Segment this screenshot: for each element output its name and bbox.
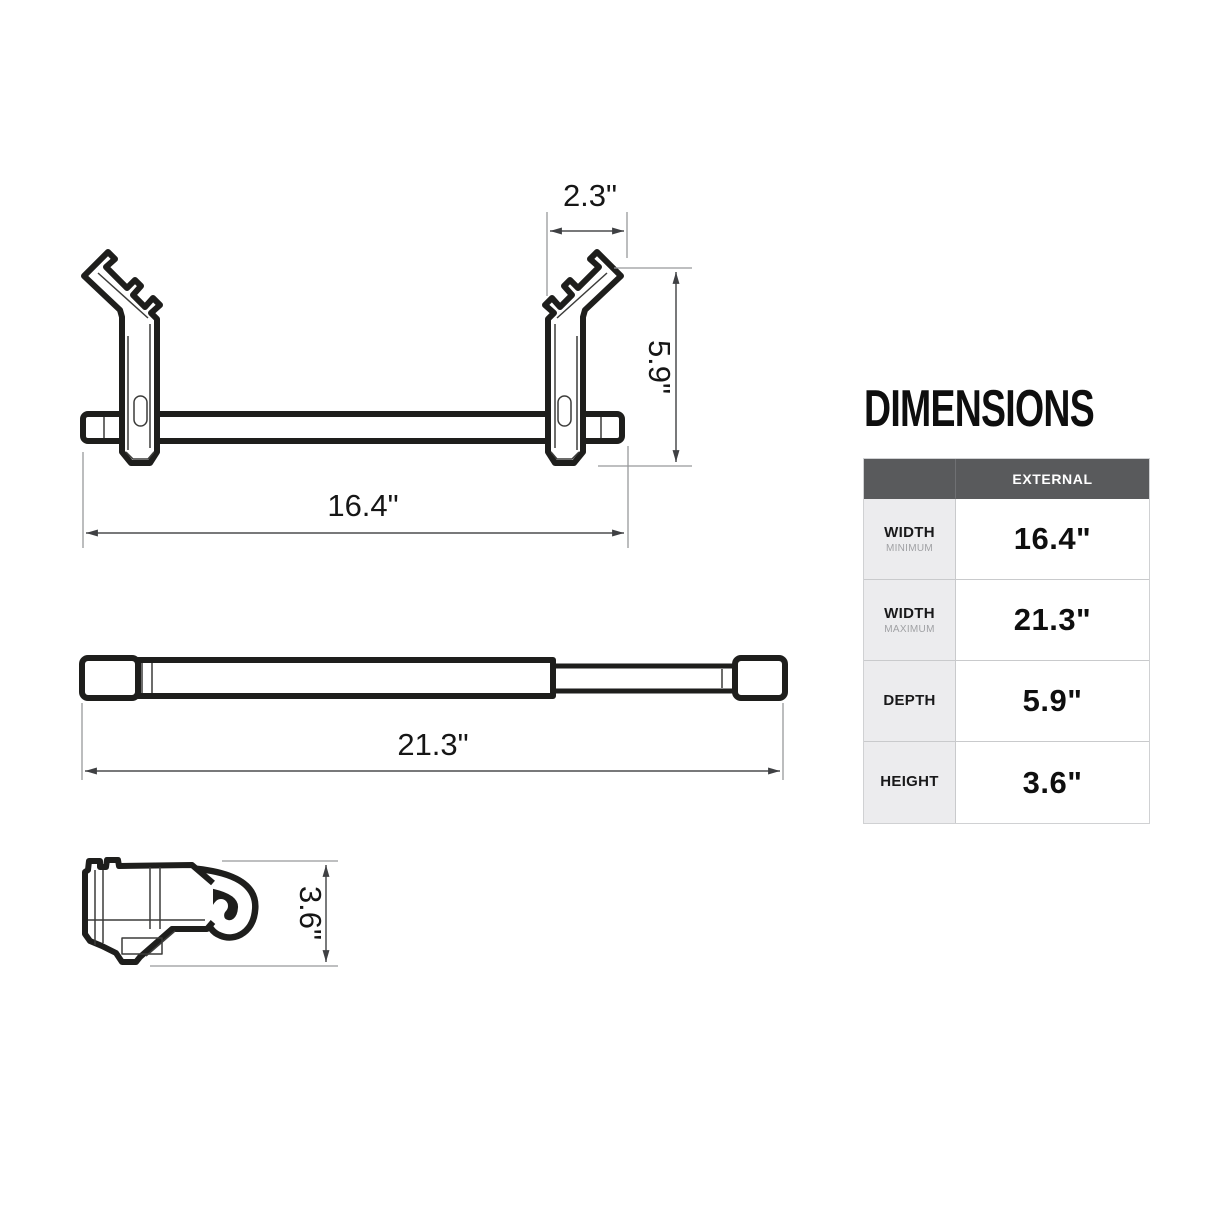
row-height-value xyxy=(956,742,1149,823)
dim-depth-label: 5.9" xyxy=(642,339,677,395)
bar-thin-tube xyxy=(548,666,735,691)
side-hook-body xyxy=(85,860,213,962)
front-bar xyxy=(83,414,622,441)
row-label: DEPTH xyxy=(883,691,936,709)
row-width-max-value xyxy=(956,580,1149,661)
front-view-drawing xyxy=(83,178,692,548)
bar-left-cap xyxy=(82,658,138,698)
row-width-min-label xyxy=(864,499,956,580)
spec-table-header-corner xyxy=(864,459,956,499)
dim-width-max-label: 21.3" xyxy=(397,727,469,762)
external-column-header: EXTERNAL xyxy=(1012,470,1093,487)
row-value: 3.6" xyxy=(1022,764,1083,800)
bar-view-drawing xyxy=(82,658,785,780)
spec-table-header-external xyxy=(956,459,1149,499)
dim-hook-width-label: 2.3" xyxy=(562,178,618,213)
row-label: WIDTH xyxy=(884,605,935,622)
page-title: DIMENSIONS xyxy=(864,380,1094,438)
spec-table xyxy=(863,458,1150,824)
row-depth-value xyxy=(956,661,1149,742)
dim-width-max xyxy=(82,703,783,780)
dim-height-label: 3.6" xyxy=(293,885,328,941)
dim-width-min-label: 16.4" xyxy=(327,488,399,523)
bar-main-tube xyxy=(138,660,553,696)
row-label: WIDTH xyxy=(884,524,935,541)
row-value: 21.3" xyxy=(1013,602,1092,637)
row-depth-label xyxy=(864,661,956,742)
row-width-min-value xyxy=(956,499,1149,580)
row-label: HEIGHT xyxy=(880,773,939,790)
dim-width-min xyxy=(83,446,628,548)
row-sublabel: MINIMUM xyxy=(885,543,934,554)
row-height-label xyxy=(864,742,956,823)
bar-right-cap xyxy=(735,658,785,698)
side-view-drawing xyxy=(85,860,338,966)
row-value: 16.4" xyxy=(1013,521,1092,556)
row-value: 5.9" xyxy=(1022,683,1083,718)
row-sublabel: MAXIMUM xyxy=(884,624,935,635)
row-width-max-label xyxy=(864,580,956,661)
